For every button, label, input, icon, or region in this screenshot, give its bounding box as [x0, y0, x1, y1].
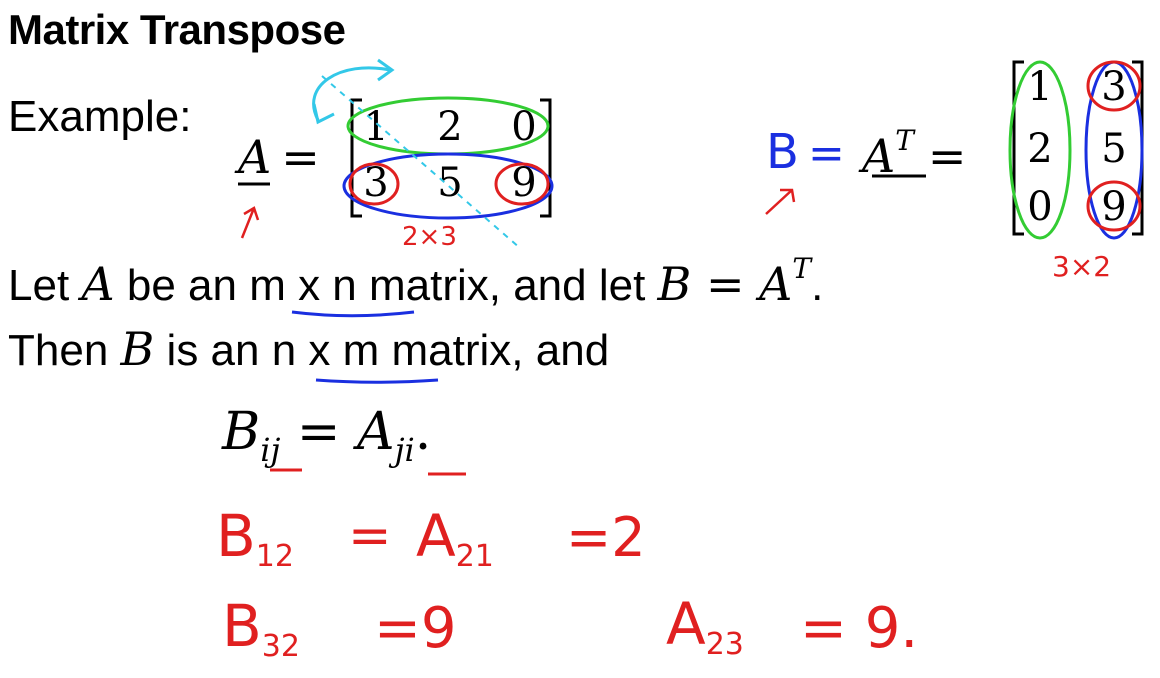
formula-sub-ji: ji	[394, 431, 415, 469]
matrix-b-cell-3-1: 0	[1027, 184, 1053, 230]
handwritten-eq-1-result: =2	[566, 506, 646, 569]
matrix-b-transpose-sup: T	[895, 124, 914, 157]
cyan-arrow-head-2	[314, 104, 334, 122]
line1-equals: =	[691, 257, 760, 311]
line1-text-let: Let	[8, 261, 82, 310]
hw-a23-sub: 23	[705, 627, 744, 662]
matrix-b-cell-2-1: 2	[1027, 126, 1053, 172]
formula-b: B	[222, 402, 261, 462]
green-ellipse-b-col1	[1010, 62, 1070, 238]
line1-transpose-sup: T	[792, 252, 812, 285]
red-circle-b-9	[1088, 182, 1140, 230]
hw-a21-a: A	[416, 502, 456, 570]
formula-a: A	[357, 402, 395, 462]
line2-text-then: Then	[8, 326, 121, 375]
line2-text-matrix-and: matrix, and	[379, 326, 610, 375]
matrix-a-name: A	[238, 130, 272, 184]
matrix-a-cell-1-1: 1	[363, 104, 389, 150]
formula-sub-ij: ij	[260, 431, 281, 469]
a-pointer-arrow	[242, 208, 258, 238]
example-label: Example:	[8, 92, 192, 141]
hw-a23-a: A	[666, 590, 706, 658]
line1-var-a: A	[81, 257, 115, 311]
green-ellipse-a-row1	[348, 98, 548, 154]
line1-text-be-an: be an	[114, 261, 250, 310]
formula-equals: =	[280, 402, 358, 462]
hw-b32-sub: 32	[261, 629, 300, 664]
matrix-a-cell-1-2: 2	[437, 104, 463, 150]
matrix-b-equals: =	[808, 128, 845, 179]
red-circle-a-9	[496, 164, 548, 204]
handwritten-eq-3-result: = 9.	[800, 596, 919, 661]
line1-var-b: B	[657, 257, 692, 311]
line1-var-a-2: A	[759, 257, 793, 311]
matrix-a-equals: =	[281, 130, 320, 184]
matrix-a-cell-1-3: 0	[511, 104, 537, 150]
matrix-b-name: B	[766, 124, 799, 180]
hw-b12-b: B	[216, 502, 256, 570]
matrix-b-equals-2: =	[927, 129, 967, 183]
matrix-b-dim-note: 3×2	[1052, 250, 1112, 283]
matrix-a-cell-2-3: 9	[511, 160, 537, 206]
handwritten-eq-1-equals: =	[348, 506, 392, 566]
matrix-b-cell-2-2: 5	[1101, 126, 1127, 172]
line1-dims-mxn: m x n	[249, 261, 357, 310]
line1-period: .	[811, 261, 824, 310]
line2-var-b: B	[120, 322, 155, 376]
formula-period: .	[414, 402, 432, 462]
line2-dims-nxm: n x m	[271, 326, 380, 375]
b-pointer-arrow	[766, 190, 794, 214]
matrix-b-cell-3-2: 9	[1101, 184, 1127, 230]
line2-text-is-an: is an	[154, 326, 272, 375]
handwritten-eq-2-result: =9	[374, 596, 457, 661]
matrix-b-cell-1-2: 3	[1101, 64, 1127, 110]
matrix-b-transpose-base: A	[862, 129, 896, 183]
hw-b32-b: B	[222, 592, 262, 660]
matrix-a-cell-2-2: 5	[437, 160, 463, 206]
mxn-underline	[292, 312, 414, 316]
hw-b12-sub: 12	[255, 539, 294, 574]
slide-title: Matrix Transpose	[8, 6, 346, 53]
nxm-underline	[316, 380, 438, 382]
matrix-b-cell-1-1: 1	[1027, 64, 1053, 110]
hw-a21-sub: 21	[455, 539, 494, 574]
red-circle-a-3	[350, 164, 398, 204]
blue-ellipse-b-col2	[1086, 62, 1142, 238]
matrix-a-cell-2-1: 3	[363, 160, 389, 206]
matrix-a-dim-note: 2×3	[402, 222, 457, 252]
line1-text-matrix: matrix, and let	[356, 261, 658, 310]
